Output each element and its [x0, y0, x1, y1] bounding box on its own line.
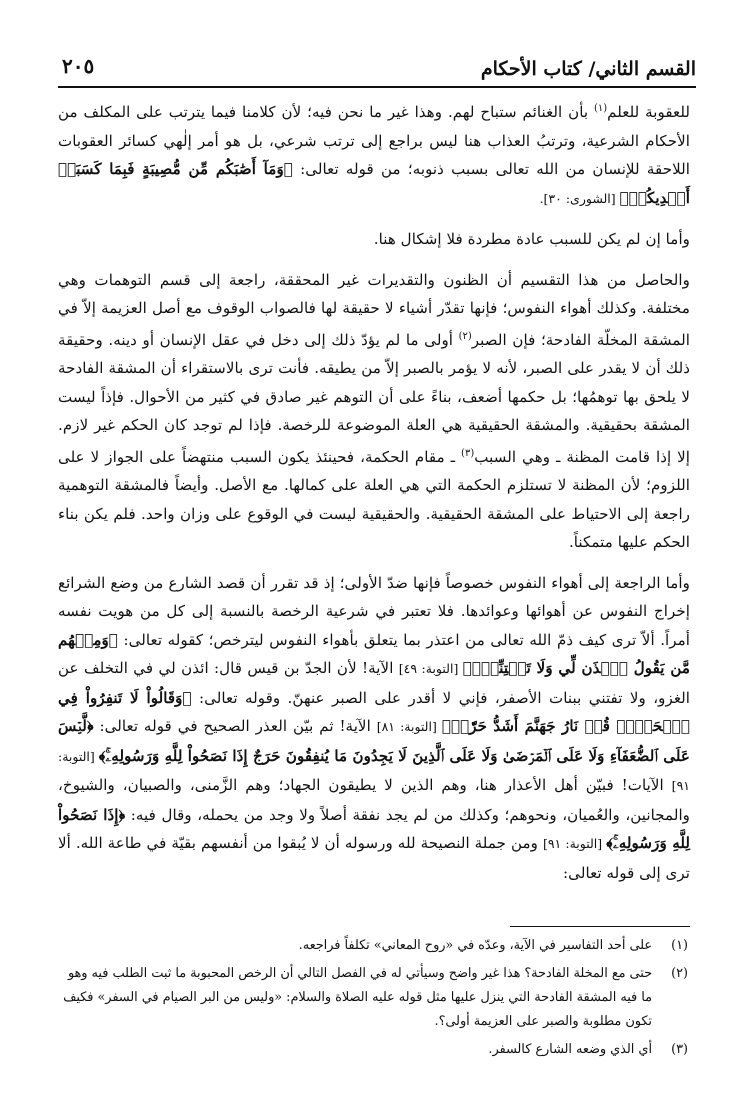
footnote-text: أي الذي وضعه الشارع كالسفر. [488, 1042, 652, 1057]
text-run: بأن الغنائم ستباح لهم. وهذا غير ما نحن فيه؛ لأن كلامنا فيما يترتب على المكلف من الأحكام الشرعية، وترتبُ العذاب هنا ليس براجع إلى ترتب شرعي، بل هو أمر إلٰهي كسائر العقوبات اللاحقة للإنسان من الله تعالى بسبب ذنوبه؛ من قوله تعالى: [58, 103, 690, 179]
footnote-separator [510, 926, 690, 927]
footnote-number: (١) [671, 938, 688, 953]
footnote-number: (٢) [671, 966, 688, 981]
text-run: ومن جملة النصيحة لله ورسوله أن لا يُبقوا من أنفسهم بقيّة في طاعة الله. ألا ترى إلى قوله تعالى: [58, 834, 690, 882]
text-run: الآية! لأن الجدّ بن قيس قال: ائذن لي في التخلف عن الغزو، ولا تفتني ببنات الأصفر، فإني لا أقدر على الصبر عنهنّ. وقوله تعالى: [58, 659, 690, 707]
verse-reference: [التوبة: ٨١] [376, 719, 442, 735]
text-run: الآيات! فبيّن أهل الأعذار هنا، وهم الذين لا يطيقون الجهاد؛ وهم الزَّمنى، والصبيان، والشيوخ، والمجانين، والعُميان، ونحوهم؛ وكذلك من لم يجد نفقة أصلاً ولا وجد من يحمله، وقال فيه: [58, 776, 691, 824]
text-run: وأما الراجعة إلى أهواء النفوس خصوصاً فإنها ضدّ الأولى؛ إذ قد تقرر أن قصد الشارع من وضع الشرائع إخراج النفوس عن أهوائها وعوائدها. فلا تعتبر في شرعية الرخصة بالنسبة إلى كل من هويت نفسه أمراً. ألاّ ترى كيف ذمّ الله تعالى من اعتذر بما يتعلق بأهواء النفوس ليترخص؛ كقوله تعالى: [58, 573, 690, 649]
quran-verse: ﴿وَقَالُواْ لَا تَنفِرُواْ فِي ٱلۡحَرِّۗ قُلۡ نَارُ جَهَنَّمَ أَشَدُّ حَرّٗاۚ﴾ [58, 688, 691, 736]
text-run: وأما إن لم يكن للسبب عادة مطردة فلا إشكال هنا. [373, 230, 690, 249]
paragraph [58, 266, 690, 557]
text-run: أولى ما لم يؤدّ ذلك إلى دخل في عقل الإنسان أو دينه. وحقيقة ذلك أن لا يقدر على الصبر، لأنه لا يؤمر بالصبر إلاّ من يطيقه. فأنت ترى بالاستقراء أن المشقة الفادحة لا يلحق بها توهمُها؛ بل حكمها أضعف، بناءً على أن التوهم غير صادق في كثير من الأحوال. فإذاً ليست المشقة بحقيقية. والمشقة الحقيقية هي العلة الموضوعة للرخصة. فإذا لم توجد كان الحكم غير لازم. إلا إذا قامت المظنة ـ وهي السبب [58, 330, 690, 466]
footnote-marker: (٢) [458, 330, 472, 342]
chapter-title: القسم الثاني/ كتاب الأحكام [480, 58, 696, 80]
footnotes [58, 934, 690, 1066]
footnote-text: حتى مع المخلة الفادحة؟ هذا غير واضح وسيأتي له في الفصل التالي أن الرخص المحبوبة ما ثبت الطلب فيه وهو ما فيه المشقة الفادحة التي ينزل عليها مثل قوله عليه الصلاة والسلام: «وليس من البر الصيام في السفر» فكيف تكون مطلوبة والصبر على العزيمة أولى؟. [63, 966, 652, 1029]
footnote [58, 1038, 690, 1062]
running-header [58, 44, 696, 88]
footnote-text: على أحد التفاسير في الآية، وعدّه في «روح المعاني» تكلفاً فراجعه. [298, 938, 652, 953]
paragraph [58, 225, 690, 254]
text-run: والحاصل من هذا التقسيم أن الظنون والتقديرات غير المحققة، راجعة إلى قسم التوهمات وهي مختلفة. وكذلك أهواء النفوس؛ فإنها تقدّر أشياء لا حقيقة لها فالصواب الوقوف مع أصل العزيمة إلاّ في المشقة المخلّة الفادحة؛ فإن الصبر [58, 270, 691, 349]
quran-verse: ﴿لَّيۡسَ عَلَى ٱلضُّعَفَآءِ وَلَا عَلَى ٱلۡمَرۡضَىٰ وَلَا عَلَى ٱلَّذِينَ لَا يَجِدُونَ مَا يُنفِقُونَ حَرَجٌ إِذَا نَصَحُواْ لِلَّهِ وَرَسُولِهِۦۚ﴾ [58, 717, 690, 765]
footnote-number: (٣) [671, 1042, 688, 1057]
text-run: ـ مقام الحكمة، فحينئذ يكون السبب منتهضاً على الجواز لا على اللزوم؛ لأن المظنة لا تستلزم الحكمة التي هي العلة على كمالها. مع الأصل. وأيضاً فالمشقة التوهمية راجعة إلى الاحتياط على المشقة الحقيقية. والحقيقية ليست في الوقوع على وزان واحد. فلم يكن بناء الحكم عليها متمكناً. [58, 447, 690, 552]
text-run: الآية! ثم بيّن العذر الصحيح في قوله تعالى: [93, 717, 377, 736]
footnote-marker: (٣) [461, 447, 475, 459]
footnote-marker: (١) [593, 103, 608, 114]
verse-reference: [الشورى: ٣٠]. [539, 190, 620, 206]
verse-reference: [التوبة: ٤٩] [398, 661, 463, 677]
paragraph [58, 569, 690, 888]
body-text [58, 95, 690, 899]
footnote [58, 962, 690, 1034]
quran-verse: ﴿وَمِنۡهُم مَّن يَقُولُ ٱئۡذَن لِّي وَلَا تَفۡتِنِّيٓۚ﴾ [58, 630, 691, 678]
quran-verse: ﴿إِذَا نَصَحُواْ لِلَّهِ وَرَسُولِهِۦۚ﴾ [58, 805, 690, 853]
quran-verse: ﴿وَمَآ أَصَٰبَكُم مِّن مُّصِيبَةٍ فَبِمَا كَسَبَتۡ أَيۡدِيكُمۡ﴾ [58, 160, 690, 207]
paragraph [58, 95, 690, 213]
verse-reference: [التوبة: ٩١] [542, 836, 607, 852]
footnote [58, 934, 690, 958]
text-run: للعقوبة للعلم [607, 103, 690, 122]
page-number: ٢٠٥ [62, 54, 95, 78]
verse-reference: [التوبة: ٩١] [58, 748, 690, 794]
